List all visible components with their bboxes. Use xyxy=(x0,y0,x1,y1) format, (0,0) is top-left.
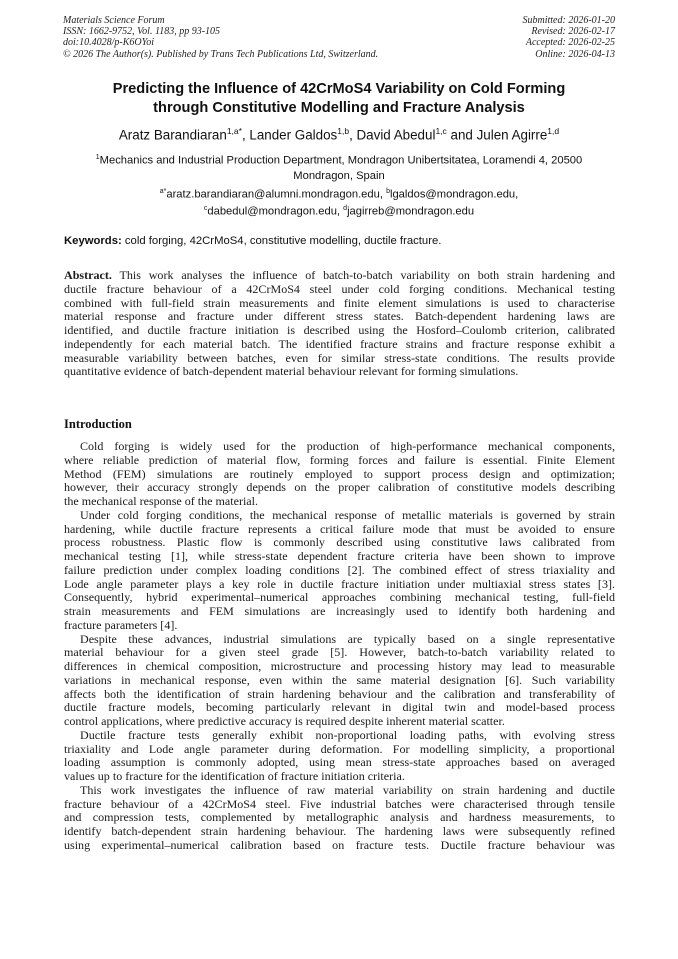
abstract-line: combined with full-field strain measurements and finite element simulations is used to characterise xyxy=(64,295,615,310)
author-name: Aratz Barandiaran xyxy=(118,127,227,143)
journal-copyright: © 2026 The Author(s). Published by Trans Tech Publications Ltd, Switzerland. xyxy=(63,48,379,60)
text-line: process robustness. Plastic flow is commonly described using constitutive laws calibrated from xyxy=(64,535,615,550)
email-link[interactable]: aratz.barandiaran@alumni.mondragon.edu, xyxy=(166,188,387,201)
text-line: Ductile fracture tests generally exhibit non-proportional loading paths, with evolving stress xyxy=(80,727,615,742)
abstract-label: Abstract. xyxy=(64,268,112,282)
email-mark: d xyxy=(343,205,348,213)
abstract-line: identified, and ductile fracture initiation is described using the Hosford–Coulomb criterion, calibrated xyxy=(64,323,615,337)
date-revised: Revised: 2026-02-17 xyxy=(531,26,615,38)
text-line: mechanical testing [1], while stress-state dependent fracture criteria have been shown to improve xyxy=(64,549,615,563)
journal-name: Materials Science Forum xyxy=(63,15,165,26)
affiliation-mark: 1 xyxy=(95,154,100,161)
abstract xyxy=(64,269,615,379)
section-heading-introduction: Introduction xyxy=(64,417,132,431)
submission-dates xyxy=(523,15,616,60)
author-name: David Abedul xyxy=(356,127,436,143)
email-mark: b xyxy=(386,188,390,195)
text-line: Despite these advances, industrial simulations are typically based on a single representative xyxy=(80,631,615,646)
text-line: This work investigates the influence of raw material variability on strain hardening and ductile xyxy=(80,782,615,797)
keywords xyxy=(64,234,616,249)
paragraph xyxy=(64,784,615,853)
text-line: fracture parameters [4]. xyxy=(64,617,178,632)
text-line: identify batch-dependent strain hardening behaviour. The hardening laws were subsequently refined xyxy=(64,824,615,838)
author-separator: , xyxy=(349,127,357,143)
introduction-body xyxy=(64,440,615,853)
keywords-text: cold forging, 42CrMoS4, constitutive modelling, ductile fracture. xyxy=(121,235,442,247)
text-line: strain measurements and FEM simulations are increasingly used to identify both hardening and xyxy=(64,604,615,618)
abstract-line xyxy=(64,269,615,283)
author-name: Lander Galdos xyxy=(249,127,338,143)
text-line: hardening, while ductile fracture represents a critical failure mode that must be avoided to ensure xyxy=(64,521,615,536)
author-affiliation-mark: 1,d xyxy=(547,126,560,136)
text-line: Cold forging is widely used for the production of high-performance mechanical components, xyxy=(80,439,615,453)
text-line: Lode angle parameter plays a key role in ductile fracture initiation under multiaxial stress states [3]. xyxy=(64,576,615,591)
paragraph xyxy=(64,633,615,729)
author-affiliation-mark: 1,c xyxy=(435,126,447,136)
affiliation-text: Mechanics and Industrial Production Department, Mondragon Unibertsitatea, Loramendi 4, 20500 xyxy=(99,154,583,167)
email-link[interactable]: lgaldos@mondragon.edu, xyxy=(389,188,519,201)
text-line: material behaviour for a given steel grade [5]. However, batch-to-batch variability related to xyxy=(64,645,615,660)
affiliation xyxy=(40,150,638,184)
author-separator: and xyxy=(446,127,477,143)
abstract-line: ductile fracture behaviour of a 42CrMoS4 steel under cold forging conditions. Mechanical testing xyxy=(64,281,615,296)
affiliation-text-2: Mondragon, Spain xyxy=(293,169,385,182)
author-name: Julen Agirre xyxy=(476,127,548,143)
text-line: loading assumption is commonly adopted, using mean stress-state approaches based on averaged xyxy=(64,755,615,770)
date-submitted: Submitted: 2026-01-20 xyxy=(522,15,615,26)
text-line: and compression tests, complemented by metallographic analysis and hardness measurements, to xyxy=(64,810,615,825)
paragraph xyxy=(64,440,615,509)
text-line: differences in chemical composition, microstructure and processing history may lead to measurable xyxy=(64,659,615,673)
journal-doi: doi:10.4028/p-K6OYoi xyxy=(63,37,155,49)
author-affiliation-mark: 1,a* xyxy=(226,126,242,136)
text-line: the mechanical response of the material. xyxy=(64,494,259,508)
author-affiliation-mark: 1,b xyxy=(337,126,350,136)
date-online: Online: 2026-04-13 xyxy=(535,48,615,60)
abstract-text: This work analyses the influence of batch-to-batch variability on both strain hardening and xyxy=(111,268,615,282)
text-line: however, their accuracy strongly depends on the proper calibration of constitutive models describing xyxy=(64,480,615,495)
keywords-label: Keywords: xyxy=(64,235,122,247)
email-link[interactable]: jagirreb@mondragon.edu xyxy=(347,206,475,219)
text-line: control applications, where predictive accuracy is required despite inherent material scatter. xyxy=(64,714,505,728)
text-line: failure prediction under complex loading conditions [2]. The combined effect of stress triaxiality and xyxy=(64,562,615,577)
abstract-line: quantitative evidence of batch-dependent material behaviour relevant for forming simulations. xyxy=(64,364,519,379)
author-separator: , xyxy=(241,127,250,143)
title-line-2: through Constitutive Modelling and Fracture Analysis xyxy=(153,100,525,116)
paragraph xyxy=(64,729,615,784)
paper-title xyxy=(60,80,618,118)
text-line: affects both the identification of strain hardening behaviour and the calibration and transferability of xyxy=(64,686,615,701)
text-line: ductile fracture models, becoming particularly relevant in digital twin and model-based process xyxy=(64,700,615,715)
author-list xyxy=(30,123,648,143)
text-line: values up to fracture for the identification of fracture initiation criteria. xyxy=(64,769,405,783)
journal-issn: ISSN: 1662-9752, Vol. 1183, pp 93-105 xyxy=(63,26,221,38)
email-mark: c xyxy=(203,205,208,213)
abstract-line: measurable variability between batches, even for similar stress-state conditions. The results provide xyxy=(64,350,615,365)
date-accepted: Accepted: 2026-02-25 xyxy=(525,37,615,49)
email-line-1 xyxy=(40,185,638,202)
text-line: fracture behaviour of a 42CrMoS4 steel. Five industrial batches were characterised through tensile xyxy=(64,796,615,811)
author-emails xyxy=(40,185,638,220)
text-line: variations in mechanical response, even within the same material designation [6]. Such variability xyxy=(64,672,615,687)
email-link[interactable]: dabedul@mondragon.edu, xyxy=(207,206,344,219)
abstract-line: material response and fracture under different stress states. Batch-dependent hardening laws are xyxy=(64,309,615,324)
text-line: using experimental–numerical calibration based on fracture tests. Ductile fracture behaviour was xyxy=(64,837,615,852)
email-line-2 xyxy=(40,202,638,219)
abstract-line: independently for each material batch. The identified fracture strains and fracture response exhibit a xyxy=(64,336,615,351)
journal-info xyxy=(63,15,378,60)
text-line: Method (FEM) simulations are routinely employed to support process design and optimization; xyxy=(64,466,615,481)
paragraph xyxy=(64,509,615,633)
text-line: where reliable prediction of material flow, forming forces and failure is essential. Finite Element xyxy=(64,452,615,467)
text-line: triaxiality and Lode angle parameter during deformation. For modelling simplicity, a proportional xyxy=(64,741,615,756)
text-line: Under cold forging conditions, the mechanical response of metallic materials is governed by strain xyxy=(80,507,615,522)
email-mark: a* xyxy=(159,188,167,195)
text-line: Consequently, hybrid experimental–numerical approaches combining mechanical testing, full-field xyxy=(64,590,615,605)
title-line-1: Predicting the Influence of 42CrMoS4 Variability on Cold Forming xyxy=(112,81,566,97)
